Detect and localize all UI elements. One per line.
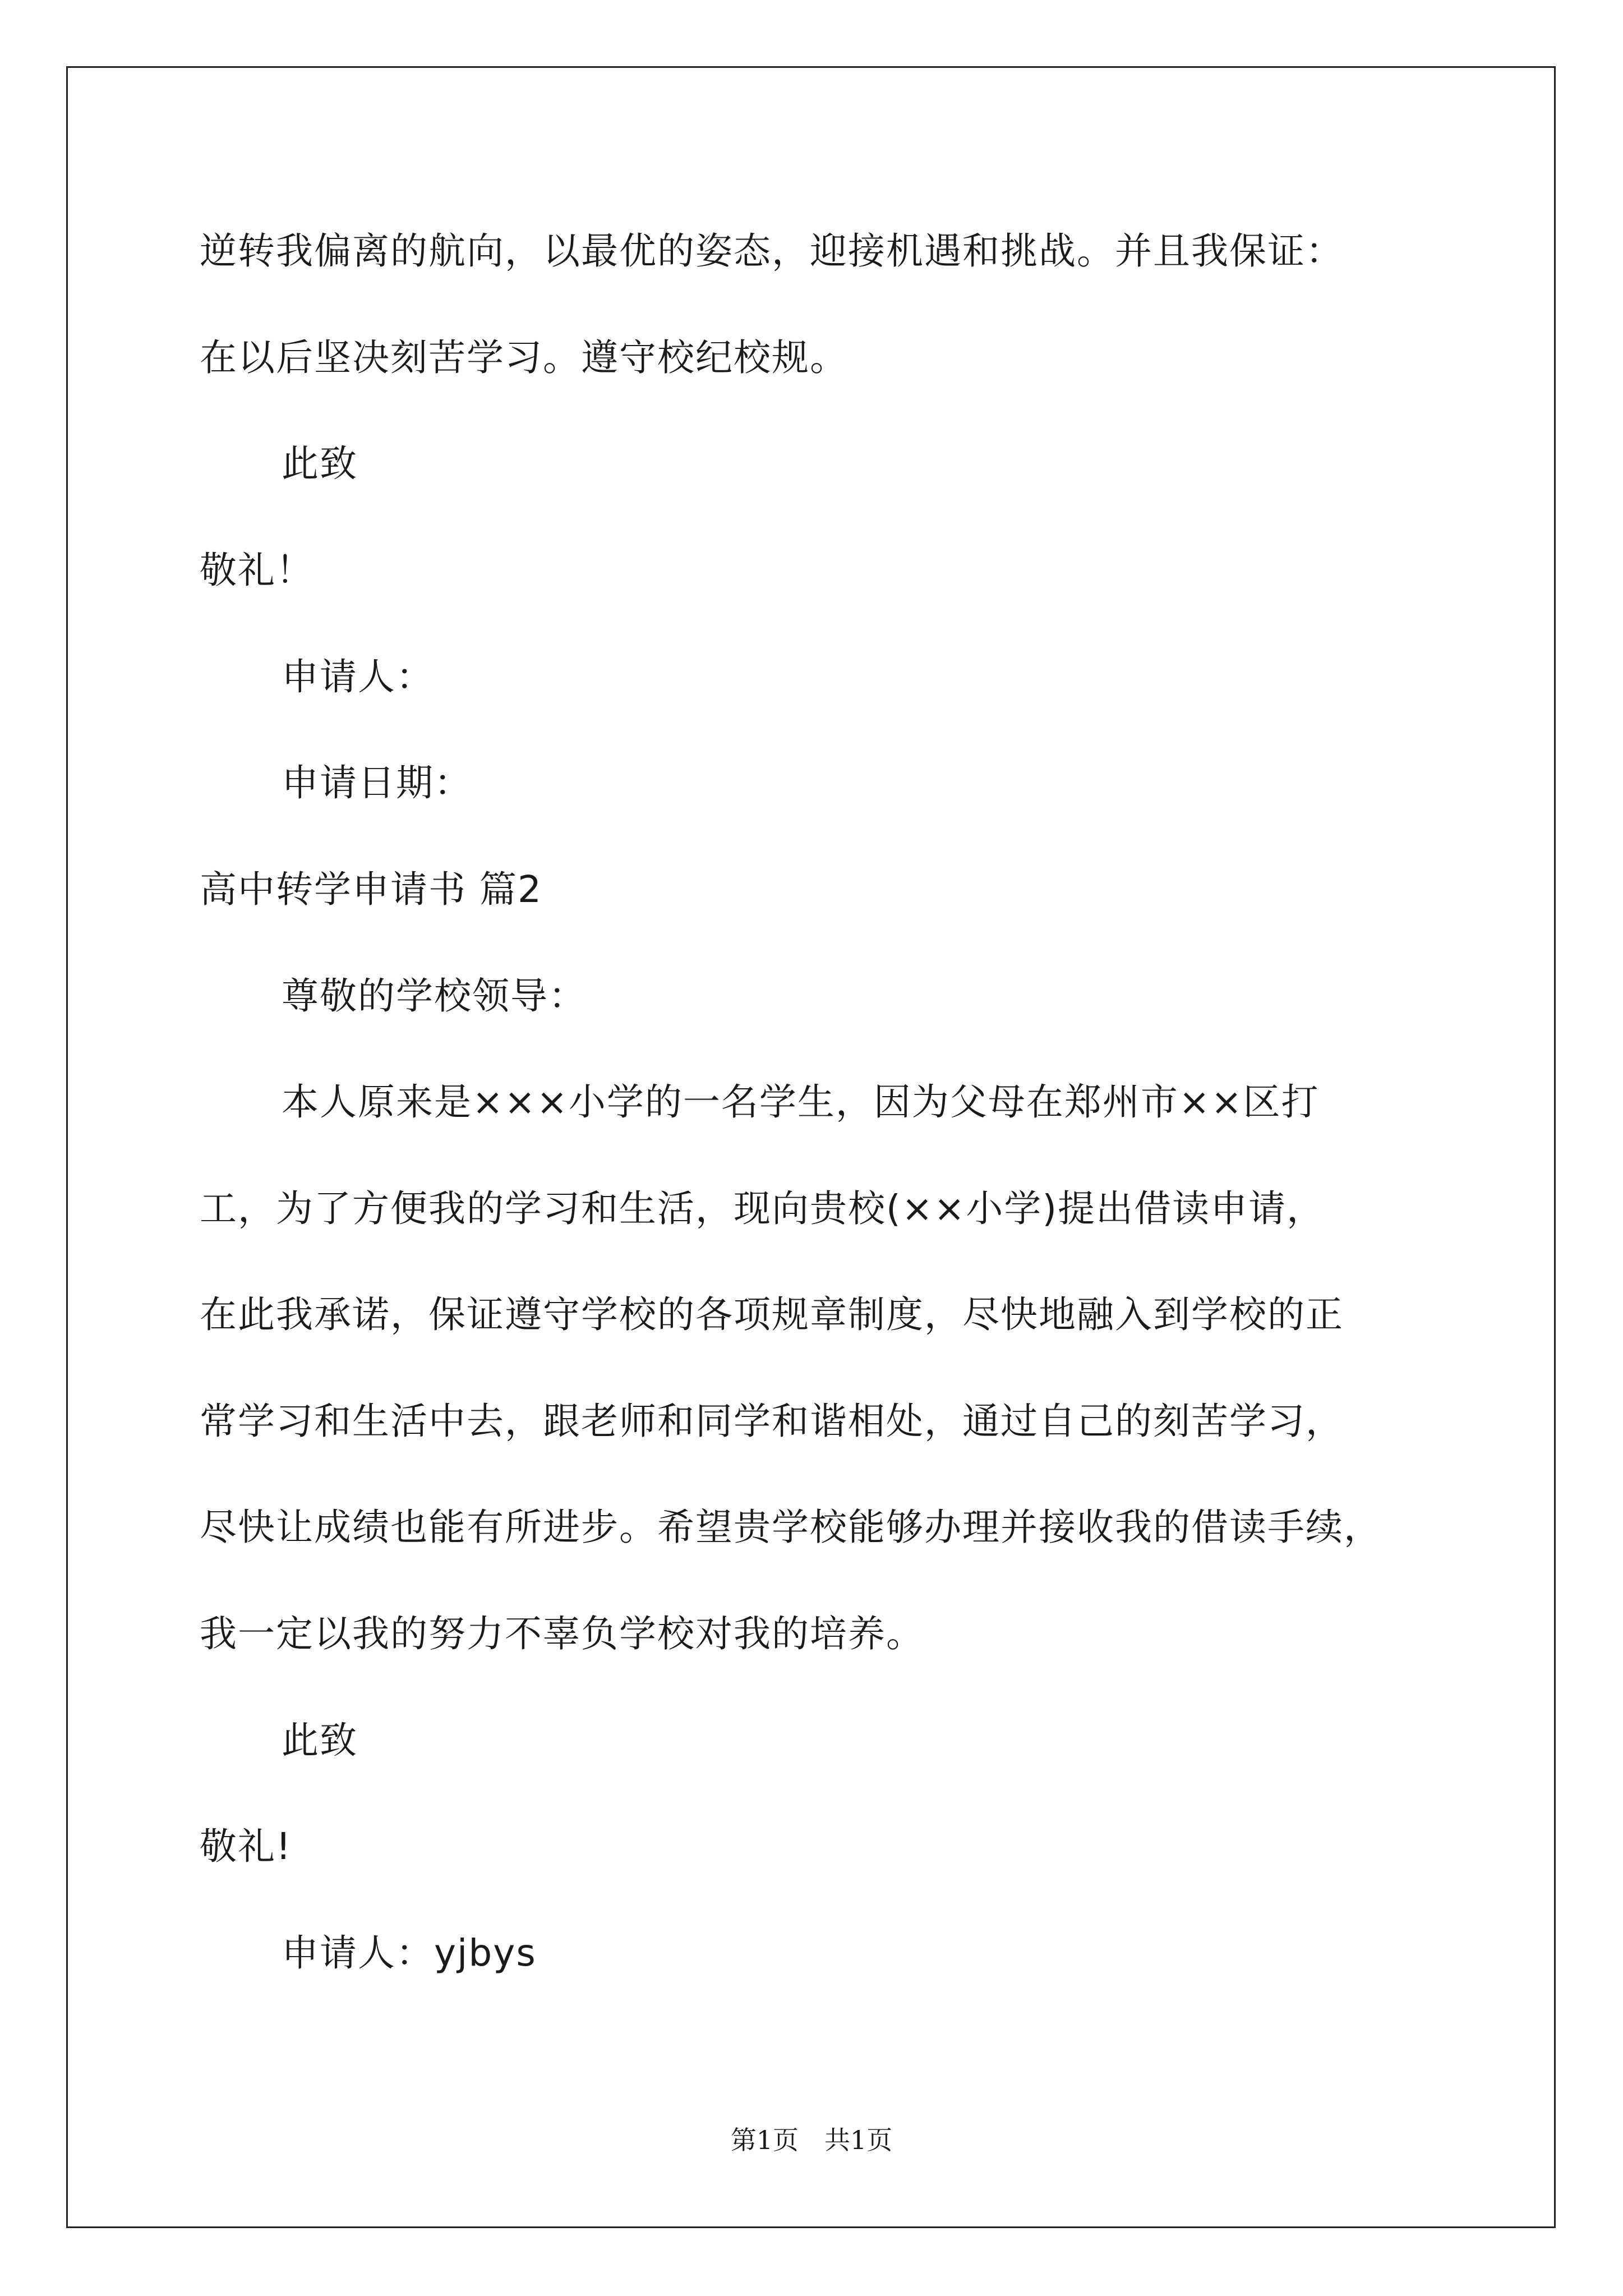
text-line: 工，为了方便我的学习和生活，现向贵校(××小学)提出借读申请，: [200, 1187, 1325, 1230]
page-footer: 第1页 共1页: [730, 2125, 893, 2155]
text-line: 尽快让成绩也能有所进步。希望贵学校能够办理并接收我的借读手续，: [200, 1506, 1382, 1549]
text-line: 在此我承诺，保证遵守学校的各项规章制度，尽快地融入到学校的正: [200, 1293, 1344, 1336]
page-border: [66, 66, 1556, 2228]
text-line: 在以后坚决刻苦学习。遵守校纪校规。: [200, 336, 848, 379]
closing-salutation: 此致: [282, 442, 358, 485]
text-line: 我一定以我的努力不辜负学校对我的培养。: [200, 1612, 924, 1655]
closing-respect: 敬礼！: [200, 549, 314, 592]
text-line: 本人原来是×××小学的一名学生，因为父母在郑州市××区打: [282, 1080, 1320, 1124]
greeting: 尊敬的学校领导：: [282, 974, 587, 1018]
section-title: 高中转学申请书 篇2: [200, 868, 542, 911]
applicant-label: 申请人：: [282, 655, 434, 698]
closing-salutation: 此致: [282, 1719, 358, 1762]
closing-respect: 敬礼!: [200, 1825, 292, 1868]
text-line: 逆转我偏离的航向，以最优的姿态，迎接机遇和挑战。并且我保证：: [200, 229, 1344, 273]
applicant-label: 申请人：yjbys: [282, 1931, 537, 1975]
application-date-label: 申请日期：: [282, 761, 472, 804]
text-line: 常学习和生活中去，跟老师和同学和谐相处，通过自己的刻苦学习，: [200, 1400, 1344, 1443]
